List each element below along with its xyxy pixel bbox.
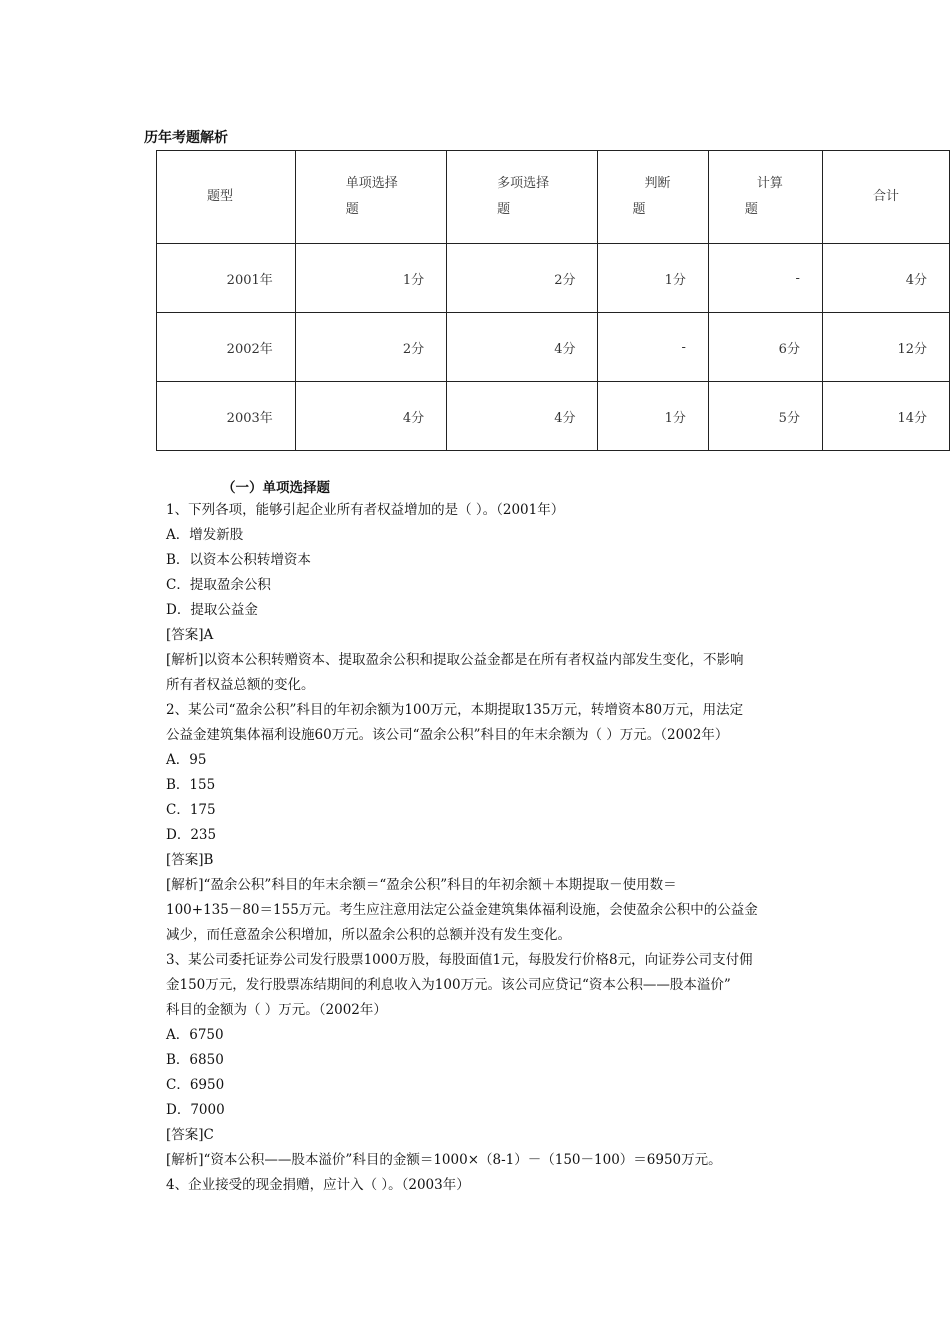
header-text: 题型 (207, 189, 234, 204)
text-line: B．155 (166, 777, 216, 793)
text-line: 2、某公司“盈余公积”科目的年初余额为100万元，本期提取135万元，转增资本80万元，用法定 (166, 702, 744, 718)
text-line: [解析]“资本公积——股本溢价”科目的金额＝1000×（8-1）－（150－100）＝6950万元。 (166, 1152, 722, 1168)
text-line: 科目的金额为（ ）万元。（2002年） (166, 1002, 387, 1018)
text-line: 减少，而任意盈余公积增加，所以盈余公积的总额并没有发生变化。 (166, 927, 571, 943)
text-line: [解析]“盈余公积”科目的年末余额＝“盈余公积”科目的年初余额＋本期提取－使用数＝ (166, 877, 677, 893)
table-cell: 2分 (447, 244, 598, 313)
header-text: 计算 (756, 176, 783, 191)
header-text: 题 (744, 202, 758, 217)
text-line: B．以资本公积转增资本 (166, 552, 311, 568)
header-text: 题 (497, 202, 511, 217)
text-line: [答案]B (166, 852, 214, 868)
table-cell: 5分 (708, 382, 822, 451)
text-line: [答案]C (166, 1127, 214, 1143)
exam-score-table (156, 150, 950, 451)
table-cell: 1分 (598, 244, 708, 313)
table-cell: 2001年 (157, 244, 296, 313)
table-cell: 2分 (295, 313, 446, 382)
text-line: 1、下列各项，能够引起企业所有者权益增加的是（ ）。（2001年） (166, 502, 565, 518)
table-header-row (157, 151, 950, 244)
table-row (157, 244, 950, 313)
text-line: C．提取盈余公积 (166, 577, 271, 593)
text-line: 金150万元，发行股票冻结期间的利息收入为100万元。该公司应贷记“资本公积——股本溢价” (166, 977, 731, 993)
table-cell: 2002年 (157, 313, 296, 382)
text-line: 3、某公司委托证券公司发行股票1000万股，每股面值1元，每股发行价格8元，向证券公司支付佣 (166, 952, 753, 968)
header-text: 合计 (872, 189, 899, 204)
header-cell (598, 151, 708, 244)
table-cell: 12分 (822, 313, 949, 382)
text-line: A．95 (166, 752, 207, 768)
table-cell: 4分 (822, 244, 949, 313)
table-cell: 4分 (447, 313, 598, 382)
text-line: D．7000 (166, 1102, 225, 1118)
table-cell: 1分 (295, 244, 446, 313)
text-line: [解析]以资本公积转赠资本、提取盈余公积和提取公益金都是在所有者权益内部发生变化，不影响 (166, 652, 744, 668)
header-text: 题 (345, 202, 359, 217)
text-line: A．6750 (166, 1027, 224, 1043)
table-cell: 4分 (447, 382, 598, 451)
header-text: 判断 (644, 176, 671, 191)
text-line: 4、企业接受的现金捐赠，应计入（ ）。（2003年） (166, 1177, 470, 1193)
text-line: C．6950 (166, 1077, 225, 1093)
text-line: D．235 (166, 827, 217, 843)
text-line: [答案]A (166, 627, 214, 643)
header-text: 单项选择 (345, 176, 398, 191)
table-row (157, 382, 950, 451)
text-line: 公益金建筑集体福利设施60万元。该公司“盈余公积”科目的年末余额为（ ）万元。（2002年） (166, 727, 729, 743)
text-line: D．提取公益金 (166, 602, 258, 618)
header-cell (157, 151, 296, 244)
header-cell (822, 151, 949, 244)
table-cell: 1分 (598, 382, 708, 451)
table-cell: 14分 (822, 382, 949, 451)
text-line: B．6850 (166, 1052, 224, 1068)
table-cell: - (708, 244, 822, 313)
section-title: （一）单项选择题 (222, 480, 330, 496)
question-text (166, 498, 811, 1198)
table-cell: 6分 (708, 313, 822, 382)
header-cell (708, 151, 822, 244)
text-line: 所有者权益总额的变化。 (166, 677, 315, 693)
text-line: 100+135－80＝155万元。考生应注意用法定公益金建筑集体福利设施，会使盈余公积中的公益金 (166, 902, 758, 918)
table-cell: 4分 (295, 382, 446, 451)
header-text: 题 (632, 202, 646, 217)
header-cell (447, 151, 598, 244)
table-cell: - (598, 313, 708, 382)
header-text: 多项选择 (497, 176, 550, 191)
page-title: 历年考题解析 (144, 130, 228, 146)
table-row (157, 313, 950, 382)
table-cell: 2003年 (157, 382, 296, 451)
text-line: A．增发新股 (166, 527, 244, 543)
header-cell (295, 151, 446, 244)
text-line: C．175 (166, 802, 216, 818)
